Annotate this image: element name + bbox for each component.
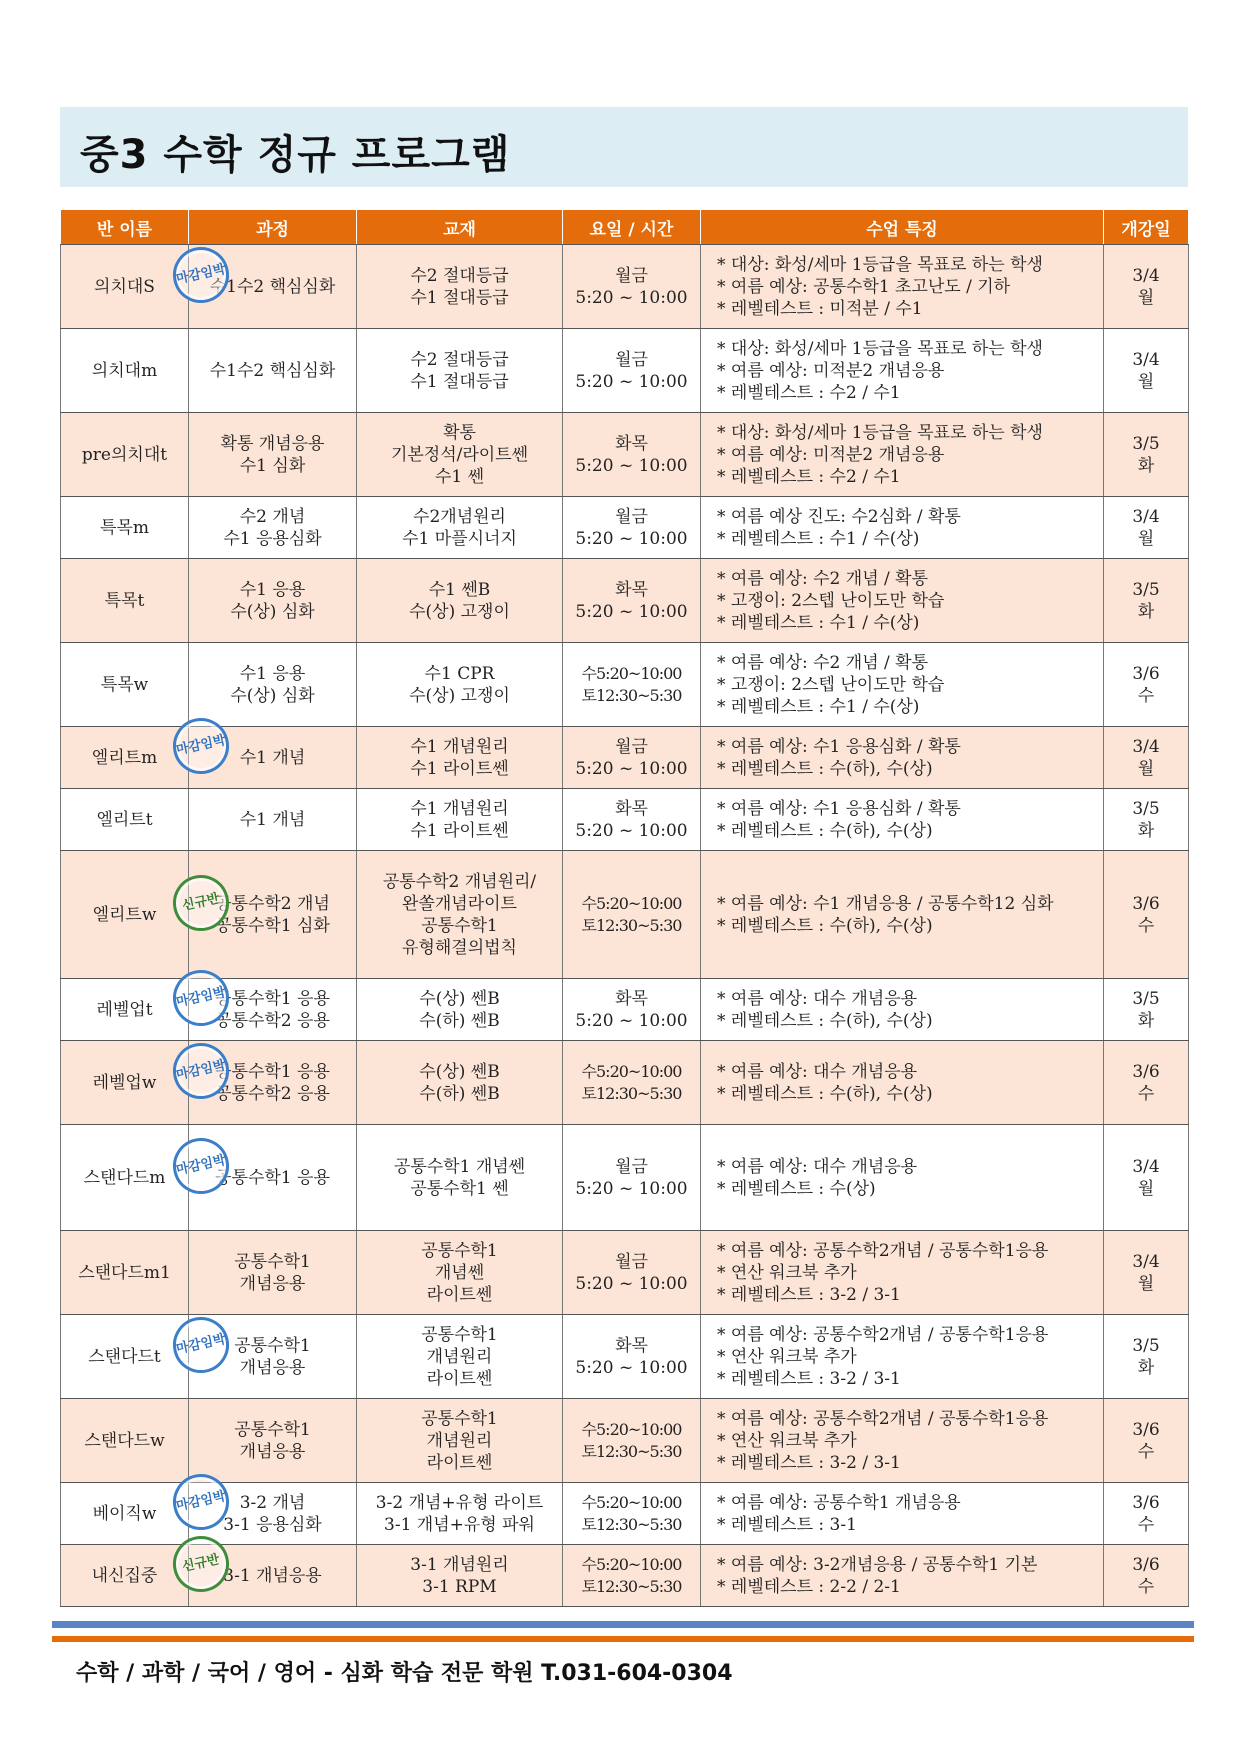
footer-contact: 수학 / 과학 / 국어 / 영어 - 심화 학습 전문 학원 T.031-604-0304 <box>76 1661 733 1686</box>
textbook-cell: 수2 절대등급 수1 절대등급 <box>357 329 563 413</box>
course-cell: 수1 응용 수(상) 심화 <box>189 559 357 643</box>
features-cell: * 여름 예상: 대수 개념응용 * 레벨테스트 : 수(하), 수(상) <box>701 1041 1104 1125</box>
class-name-cell: 레벨업w <box>61 1041 189 1125</box>
table-header-row <box>61 210 1189 245</box>
table-row <box>61 727 1189 789</box>
start-date-cell: 3/4 월 <box>1104 245 1189 329</box>
schedule-body <box>61 245 1189 1607</box>
class-name-cell: 의치대S <box>61 245 189 329</box>
textbook-cell: 수1 CPR 수(상) 고쟁이 <box>357 643 563 727</box>
start-date-cell: 3/6 수 <box>1104 1545 1189 1607</box>
header-features: 수업 특징 <box>701 210 1104 245</box>
textbook-cell: 공통수학1 개념쎈 라이트쎈 <box>357 1231 563 1315</box>
start-date-cell: 3/6 수 <box>1104 1041 1189 1125</box>
start-date-cell: 3/5 화 <box>1104 559 1189 643</box>
schedule-cell: 월금 5:20 ~ 10:00 <box>563 245 701 329</box>
features-cell: * 대상: 화성/세마 1등급을 목표로 하는 학생 * 여름 예상: 미적분2 개념응용 * 레벨테스트 : 수2 / 수1 <box>701 329 1104 413</box>
table-row <box>61 851 1189 979</box>
start-date-cell: 3/4 월 <box>1104 1231 1189 1315</box>
class-name-cell: pre의치대t <box>61 413 189 497</box>
textbook-cell: 공통수학2 개념원리/ 완쏠개념라이트 공통수학1 유형해결의법칙 <box>357 851 563 979</box>
features-cell: * 여름 예상 진도: 수2심화 / 확통 * 레벨테스트 : 수1 / 수(상) <box>701 497 1104 559</box>
start-date-cell: 3/4 월 <box>1104 329 1189 413</box>
course-cell: 수2 개념 수1 응용심화 <box>189 497 357 559</box>
closing-soon-stamp: 마감임박 <box>168 712 234 778</box>
course-cell: 수1수2 핵심심화 <box>189 329 357 413</box>
table-row <box>61 789 1189 851</box>
closing-soon-stamp: 마감임박 <box>168 1311 234 1377</box>
class-name-cell: 엘리트t <box>61 789 189 851</box>
textbook-cell: 확통 기본정석/라이트쎈 수1 쎈 <box>357 413 563 497</box>
features-cell: * 여름 예상: 공통수학2개념 / 공통수학1응용 * 연산 워크북 추가 * 레벨테스트 : 3-2 / 3-1 <box>701 1315 1104 1399</box>
table-row <box>61 1231 1189 1315</box>
schedule-cell: 화목 5:20 ~ 10:00 <box>563 413 701 497</box>
schedule-cell: 수5:20~10:00 토12:30~5:30 <box>563 851 701 979</box>
schedule-cell: 화목 5:20 ~ 10:00 <box>563 559 701 643</box>
schedule-cell: 수5:20~10:00 토12:30~5:30 <box>563 1545 701 1607</box>
features-cell: * 여름 예상: 3-2개념응용 / 공통수학1 기본 * 레벨테스트 : 2-2 / 2-1 <box>701 1545 1104 1607</box>
course-cell: 확통 개념응용 수1 심화 <box>189 413 357 497</box>
course-cell: 공통수학1 개념응용 마감임박 <box>189 1315 357 1399</box>
new-class-stamp: 신규반 <box>168 1530 234 1596</box>
textbook-cell: 수(상) 쎈B 수(하) 쎈B <box>357 979 563 1041</box>
class-name-cell: 레벨업t <box>61 979 189 1041</box>
course-cell: 수1 개념 <box>189 789 357 851</box>
table-row <box>61 245 1189 329</box>
features-cell: * 여름 예상: 공통수학2개념 / 공통수학1응용 * 연산 워크북 추가 * 레벨테스트 : 3-2 / 3-1 <box>701 1399 1104 1483</box>
schedule-cell: 월금 5:20 ~ 10:00 <box>563 1231 701 1315</box>
start-date-cell: 3/6 수 <box>1104 643 1189 727</box>
schedule-cell: 수5:20~10:00 토12:30~5:30 <box>563 1399 701 1483</box>
textbook-cell: 공통수학1 개념원리 라이트쎈 <box>357 1399 563 1483</box>
schedule-cell: 화목 5:20 ~ 10:00 <box>563 1315 701 1399</box>
schedule-cell: 월금 5:20 ~ 10:00 <box>563 497 701 559</box>
closing-soon-stamp: 마감임박 <box>168 1037 234 1103</box>
table-row <box>61 979 1189 1041</box>
table-row <box>61 497 1189 559</box>
course-cell: 수1 응용 수(상) 심화 <box>189 643 357 727</box>
table-row <box>61 1041 1189 1125</box>
schedule-cell: 수5:20~10:00 토12:30~5:30 <box>563 1483 701 1545</box>
features-cell: * 여름 예상: 대수 개념응용 * 레벨테스트 : 수(상) <box>701 1125 1104 1231</box>
course-cell: 공통수학1 개념응용 <box>189 1231 357 1315</box>
textbook-cell: 수1 개념원리 수1 라이트쎈 <box>357 727 563 789</box>
course-cell: 공통수학2 개념 공통수학1 심화 신규반 <box>189 851 357 979</box>
features-cell: * 여름 예상: 수1 응용심화 / 확통 * 레벨테스트 : 수(하), 수(상) <box>701 789 1104 851</box>
start-date-cell: 3/4 월 <box>1104 497 1189 559</box>
table-row <box>61 329 1189 413</box>
start-date-cell: 3/5 화 <box>1104 979 1189 1041</box>
class-name-cell: 스탠다드m1 <box>61 1231 189 1315</box>
class-name-cell: 엘리트w <box>61 851 189 979</box>
textbook-cell: 3-2 개념+유형 라이트 3-1 개념+유형 파워 <box>357 1483 563 1545</box>
textbook-cell: 공통수학1 개념원리 라이트쎈 <box>357 1315 563 1399</box>
table-row <box>61 1399 1189 1483</box>
schedule-table <box>60 209 1189 1607</box>
features-cell: * 여름 예상: 대수 개념응용 * 레벨테스트 : 수(하), 수(상) <box>701 979 1104 1041</box>
start-date-cell: 3/5 화 <box>1104 789 1189 851</box>
schedule-cell: 수5:20~10:00 토12:30~5:30 <box>563 643 701 727</box>
table-row <box>61 1545 1189 1607</box>
header-textbook: 교재 <box>357 210 563 245</box>
class-name-cell: 스탠다드w <box>61 1399 189 1483</box>
table-row <box>61 1125 1189 1231</box>
start-date-cell: 3/6 수 <box>1104 851 1189 979</box>
closing-soon-stamp: 마감임박 <box>168 1132 234 1198</box>
header-class-name: 반 이름 <box>61 210 189 245</box>
table-row <box>61 413 1189 497</box>
schedule-cell: 화목 5:20 ~ 10:00 <box>563 979 701 1041</box>
class-name-cell: 엘리트m <box>61 727 189 789</box>
course-cell: 수1 개념 마감임박 <box>189 727 357 789</box>
start-date-cell: 3/4 월 <box>1104 727 1189 789</box>
header-start-date: 개강일 <box>1104 210 1189 245</box>
features-cell: * 대상: 화성/세마 1등급을 목표로 하는 학생 * 여름 예상: 미적분2 개념응용 * 레벨테스트 : 수2 / 수1 <box>701 413 1104 497</box>
class-name-cell: 베이직w <box>61 1483 189 1545</box>
textbook-cell: 수1 쎈B 수(상) 고쟁이 <box>357 559 563 643</box>
class-name-cell: 스탠다드m <box>61 1125 189 1231</box>
class-name-cell: 의치대m <box>61 329 189 413</box>
class-name-cell: 특목w <box>61 643 189 727</box>
start-date-cell: 3/4 월 <box>1104 1125 1189 1231</box>
closing-soon-stamp: 마감임박 <box>168 241 234 307</box>
features-cell: * 여름 예상: 공통수학1 개념응용 * 레벨테스트 : 3-1 <box>701 1483 1104 1545</box>
footer-divider-blue <box>52 1621 1194 1628</box>
schedule-cell: 화목 5:20 ~ 10:00 <box>563 789 701 851</box>
course-cell: 3-1 개념응용 신규반 <box>189 1545 357 1607</box>
course-cell: 공통수학1 응용 공통수학2 응용 마감임박 <box>189 1041 357 1125</box>
table-row <box>61 643 1189 727</box>
textbook-cell: 수2 절대등급 수1 절대등급 <box>357 245 563 329</box>
features-cell: * 여름 예상: 수1 개념응용 / 공통수학12 심화 * 레벨테스트 : 수(하), 수(상) <box>701 851 1104 979</box>
features-cell: * 여름 예상: 수1 응용심화 / 확통 * 레벨테스트 : 수(하), 수(상) <box>701 727 1104 789</box>
schedule-cell: 월금 5:20 ~ 10:00 <box>563 1125 701 1231</box>
textbook-cell: 수2개념원리 수1 마플시너지 <box>357 497 563 559</box>
page-title: 중3 수학 정규 프로그램 <box>80 132 511 178</box>
header-schedule: 요일 / 시간 <box>563 210 701 245</box>
title-bar <box>60 107 1188 187</box>
course-cell: 수1수2 핵심심화 마감임박 <box>189 245 357 329</box>
features-cell: * 여름 예상: 수2 개념 / 확통 * 고쟁이: 2스텝 난이도만 학습 * 레벨테스트 : 수1 / 수(상) <box>701 559 1104 643</box>
schedule-cell: 수5:20~10:00 토12:30~5:30 <box>563 1041 701 1125</box>
start-date-cell: 3/5 화 <box>1104 413 1189 497</box>
table-row <box>61 559 1189 643</box>
textbook-cell: 수(상) 쎈B 수(하) 쎈B <box>357 1041 563 1125</box>
class-name-cell: 스탠다드t <box>61 1315 189 1399</box>
textbook-cell: 공통수학1 개념쎈 공통수학1 쎈 <box>357 1125 563 1231</box>
textbook-cell: 수1 개념원리 수1 라이트쎈 <box>357 789 563 851</box>
start-date-cell: 3/6 수 <box>1104 1483 1189 1545</box>
course-cell: 3-2 개념 3-1 응용심화 마감임박 <box>189 1483 357 1545</box>
footer-divider-orange <box>52 1636 1194 1642</box>
course-cell: 공통수학1 개념응용 <box>189 1399 357 1483</box>
table-row <box>61 1315 1189 1399</box>
class-name-cell: 특목m <box>61 497 189 559</box>
closing-soon-stamp: 마감임박 <box>168 964 234 1030</box>
features-cell: * 여름 예상: 공통수학2개념 / 공통수학1응용 * 연산 워크북 추가 * 레벨테스트 : 3-2 / 3-1 <box>701 1231 1104 1315</box>
features-cell: * 여름 예상: 수2 개념 / 확통 * 고쟁이: 2스텝 난이도만 학습 * 레벨테스트 : 수1 / 수(상) <box>701 643 1104 727</box>
course-cell: 공통수학1 응용 공통수학2 응용 마감임박 <box>189 979 357 1041</box>
class-name-cell: 특목t <box>61 559 189 643</box>
start-date-cell: 3/6 수 <box>1104 1399 1189 1483</box>
features-cell: * 대상: 화성/세마 1등급을 목표로 하는 학생 * 여름 예상: 공통수학1 초고난도 / 기하 * 레벨테스트 : 미적분 / 수1 <box>701 245 1104 329</box>
closing-soon-stamp: 마감임박 <box>168 1468 234 1534</box>
start-date-cell: 3/5 화 <box>1104 1315 1189 1399</box>
class-name-cell: 내신집중 <box>61 1545 189 1607</box>
header-course: 과정 <box>189 210 357 245</box>
new-class-stamp: 신규반 <box>168 869 234 935</box>
schedule-cell: 월금 5:20 ~ 10:00 <box>563 727 701 789</box>
schedule-cell: 월금 5:20 ~ 10:00 <box>563 329 701 413</box>
table-row <box>61 1483 1189 1545</box>
course-cell: 공통수학1 응용 마감임박 <box>189 1125 357 1231</box>
textbook-cell: 3-1 개념원리 3-1 RPM <box>357 1545 563 1607</box>
